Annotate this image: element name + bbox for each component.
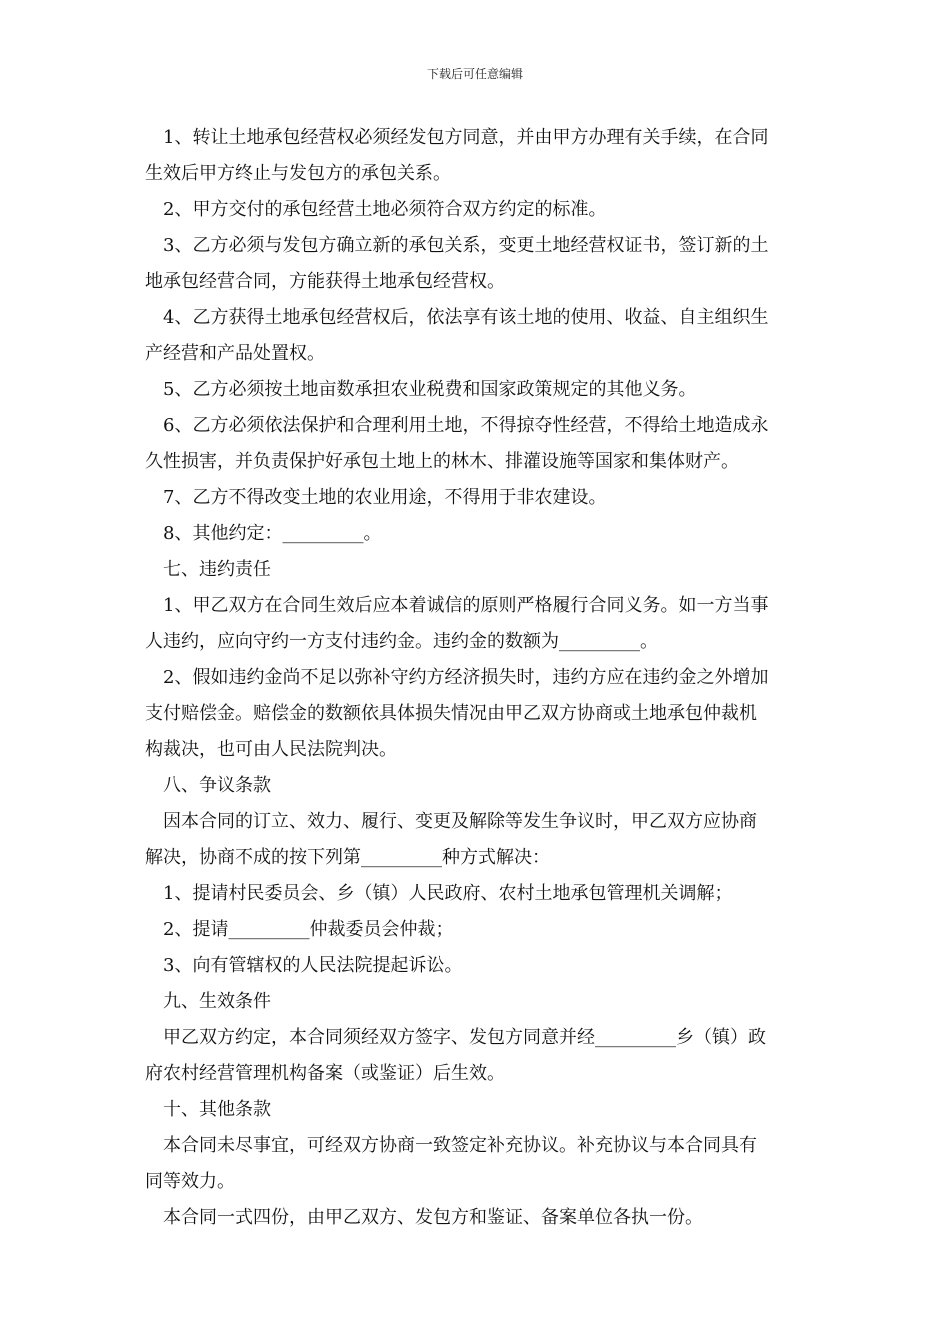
- text-line: 1、转让土地承包经营权必须经发包方同意，并由甲方办理有关手续，在合同: [163, 127, 769, 148]
- text-line: 因本合同的订立、效力、履行、变更及解除等发生争议时，甲乙双方应协商: [163, 811, 757, 832]
- text-line: 七、违约责任: [163, 559, 271, 580]
- text-line: 7、乙方不得改变土地的农业用途，不得用于非农建设。: [163, 487, 607, 508]
- text-line: 十、其他条款: [163, 1099, 271, 1120]
- text-line: 久性损害，并负责保护好承包土地上的林木、排灌设施等国家和集体财产。: [145, 451, 739, 472]
- clause-paragraph: [145, 660, 807, 768]
- text-line: 支付赔偿金。赔偿金的数额依具体损失情况由甲乙双方协商或土地承包仲裁机: [145, 703, 757, 724]
- text-line: 8、其他约定：_________。: [163, 523, 382, 544]
- text-line: 构裁决，也可由人民法院判决。: [145, 739, 397, 760]
- text-line: 2、甲方交付的承包经营土地必须符合双方约定的标准。: [163, 199, 607, 220]
- page-header: 下载后可任意编辑: [426, 67, 523, 81]
- document-body: [145, 120, 807, 1236]
- clause-paragraph: [145, 876, 807, 912]
- text-line: 4、乙方获得土地承包经营权后，依法享有该土地的使用、收益、自主组织生: [163, 307, 769, 328]
- clause-paragraph: [145, 1128, 807, 1200]
- clause-paragraph: [145, 408, 807, 480]
- section-heading: [145, 552, 807, 588]
- clause-paragraph: [145, 300, 807, 372]
- text-line: 1、提请村民委员会、乡（镇）人民政府、农村土地承包管理机关调解；: [163, 883, 733, 904]
- text-line: 2、假如违约金尚不足以弥补守约方经济损失时，违约方应在违约金之外增加: [163, 667, 769, 688]
- text-line: 八、争议条款: [163, 775, 271, 796]
- text-line: 本合同未尽事宜，可经双方协商一致签定补充协议。补充协议与本合同具有: [163, 1135, 757, 1156]
- text-line: 九、生效条件: [163, 991, 271, 1012]
- text-line: 6、乙方必须依法保护和合理利用土地，不得掠夺性经营，不得给土地造成永: [163, 415, 769, 436]
- text-line: 人违约，应向守约一方支付违约金。违约金的数额为_________。: [145, 631, 658, 652]
- clause-paragraph: [145, 480, 807, 516]
- text-line: 3、乙方必须与发包方确立新的承包关系，变更土地经营权证书，签订新的土: [163, 235, 769, 256]
- clause-paragraph: [145, 192, 807, 228]
- section-heading: [145, 984, 807, 1020]
- text-line: 解决，协商不成的按下列第_________种方式解决：: [145, 847, 550, 868]
- clause-paragraph: [145, 804, 807, 876]
- clause-paragraph: [145, 372, 807, 408]
- section-heading: [145, 1092, 807, 1128]
- text-line: 同等效力。: [145, 1171, 235, 1192]
- clause-paragraph: [145, 228, 807, 300]
- text-line: 5、乙方必须按土地亩数承担农业税费和国家政策规定的其他义务。: [163, 379, 697, 400]
- clause-paragraph: [145, 1020, 807, 1092]
- clause-paragraph: [145, 1200, 807, 1236]
- clause-paragraph: [145, 516, 807, 552]
- clause-paragraph: [145, 588, 807, 660]
- text-line: 甲乙双方约定，本合同须经双方签字、发包方同意并经_________乡（镇）政: [163, 1027, 766, 1048]
- text-line: 3、向有管辖权的人民法院提起诉讼。: [163, 955, 463, 976]
- text-line: 1、甲乙双方在合同生效后应本着诚信的原则严格履行合同义务。如一方当事: [163, 595, 769, 616]
- clause-paragraph: [145, 912, 807, 948]
- section-heading: [145, 768, 807, 804]
- text-line: 府农村经营管理机构备案（或鉴证）后生效。: [145, 1063, 505, 1084]
- text-line: 地承包经营合同，方能获得土地承包经营权。: [145, 271, 505, 292]
- text-line: 生效后甲方终止与发包方的承包关系。: [145, 163, 451, 184]
- text-line: 产经营和产品处置权。: [145, 343, 325, 364]
- clause-paragraph: [145, 948, 807, 984]
- clause-paragraph: [145, 120, 807, 192]
- text-line: 本合同一式四份，由甲乙双方、发包方和鉴证、备案单位各执一份。: [163, 1207, 703, 1228]
- text-line: 2、提请_________仲裁委员会仲裁；: [163, 919, 454, 940]
